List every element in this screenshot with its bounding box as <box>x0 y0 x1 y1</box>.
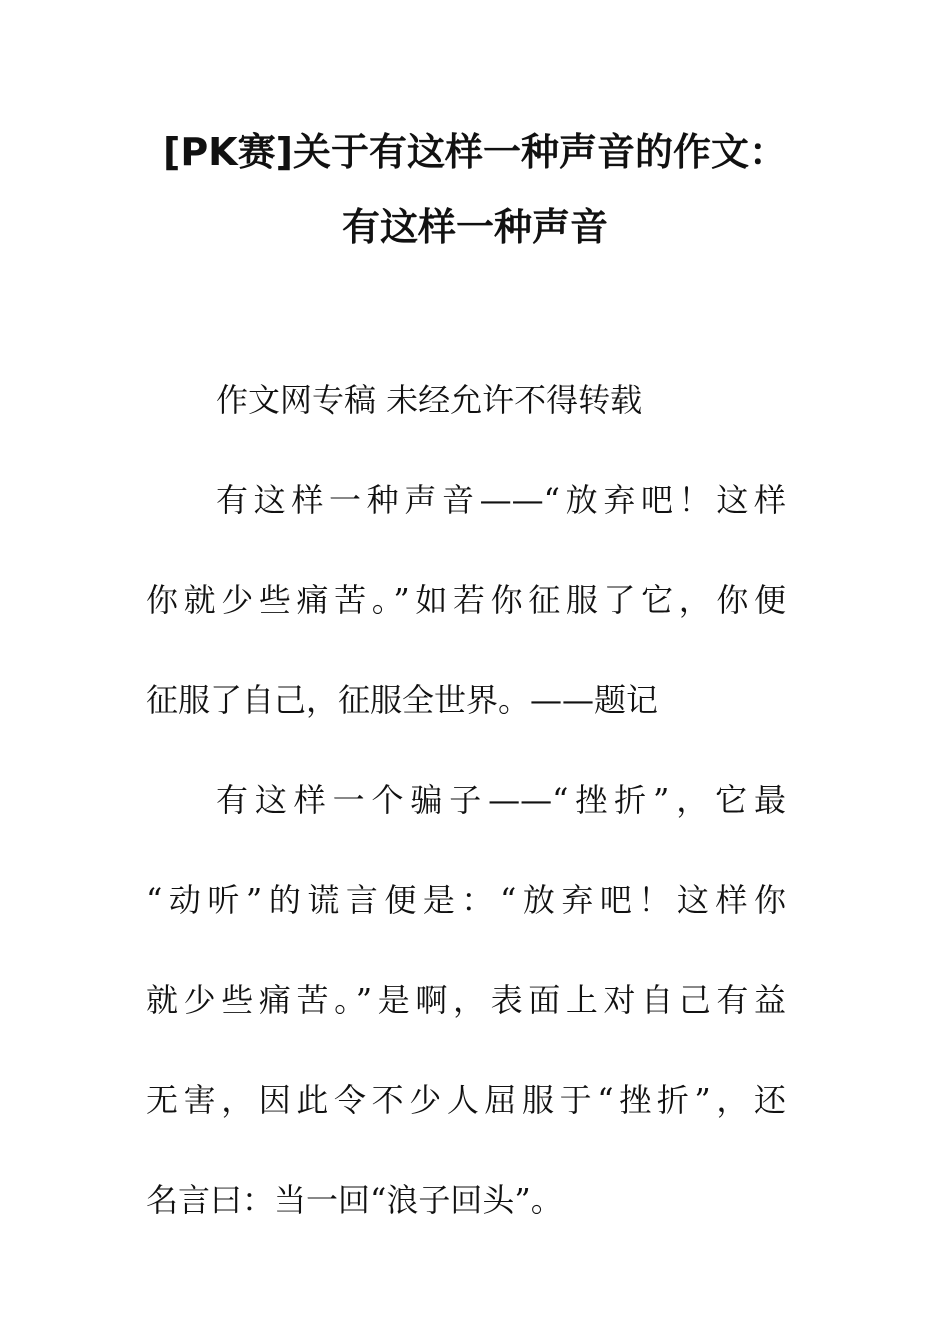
paragraph-line: 有这样一种声音——“放弃吧！这样 <box>216 481 786 519</box>
paragraph-line: 就少些痛苦。”是啊，表面上对自己有益 <box>146 981 786 1019</box>
document-title-line-1: [PK赛]关于有这样一种声音的作文： <box>162 130 788 174</box>
paragraph-line: “动听”的谎言便是：“放弃吧！这样你 <box>146 881 786 919</box>
copyright-notice: 作文网专稿 未经允许不得转载 <box>216 381 643 419</box>
paragraph-line: 名言曰：当一回“浪子回头”。 <box>146 1181 563 1219</box>
paragraph-line: 无害，因此令不少人屈服于“挫折”，还 <box>146 1081 786 1119</box>
document-title-line-2: 有这样一种声音 <box>341 205 608 249</box>
paragraph-line: 你就少些痛苦。”如若你征服了它，你便 <box>146 581 786 619</box>
paragraph-line: 有这样一个骗子——“挫折”，它最 <box>216 781 786 819</box>
paragraph-line: 征服了自己，征服全世界。——题记 <box>146 681 659 719</box>
